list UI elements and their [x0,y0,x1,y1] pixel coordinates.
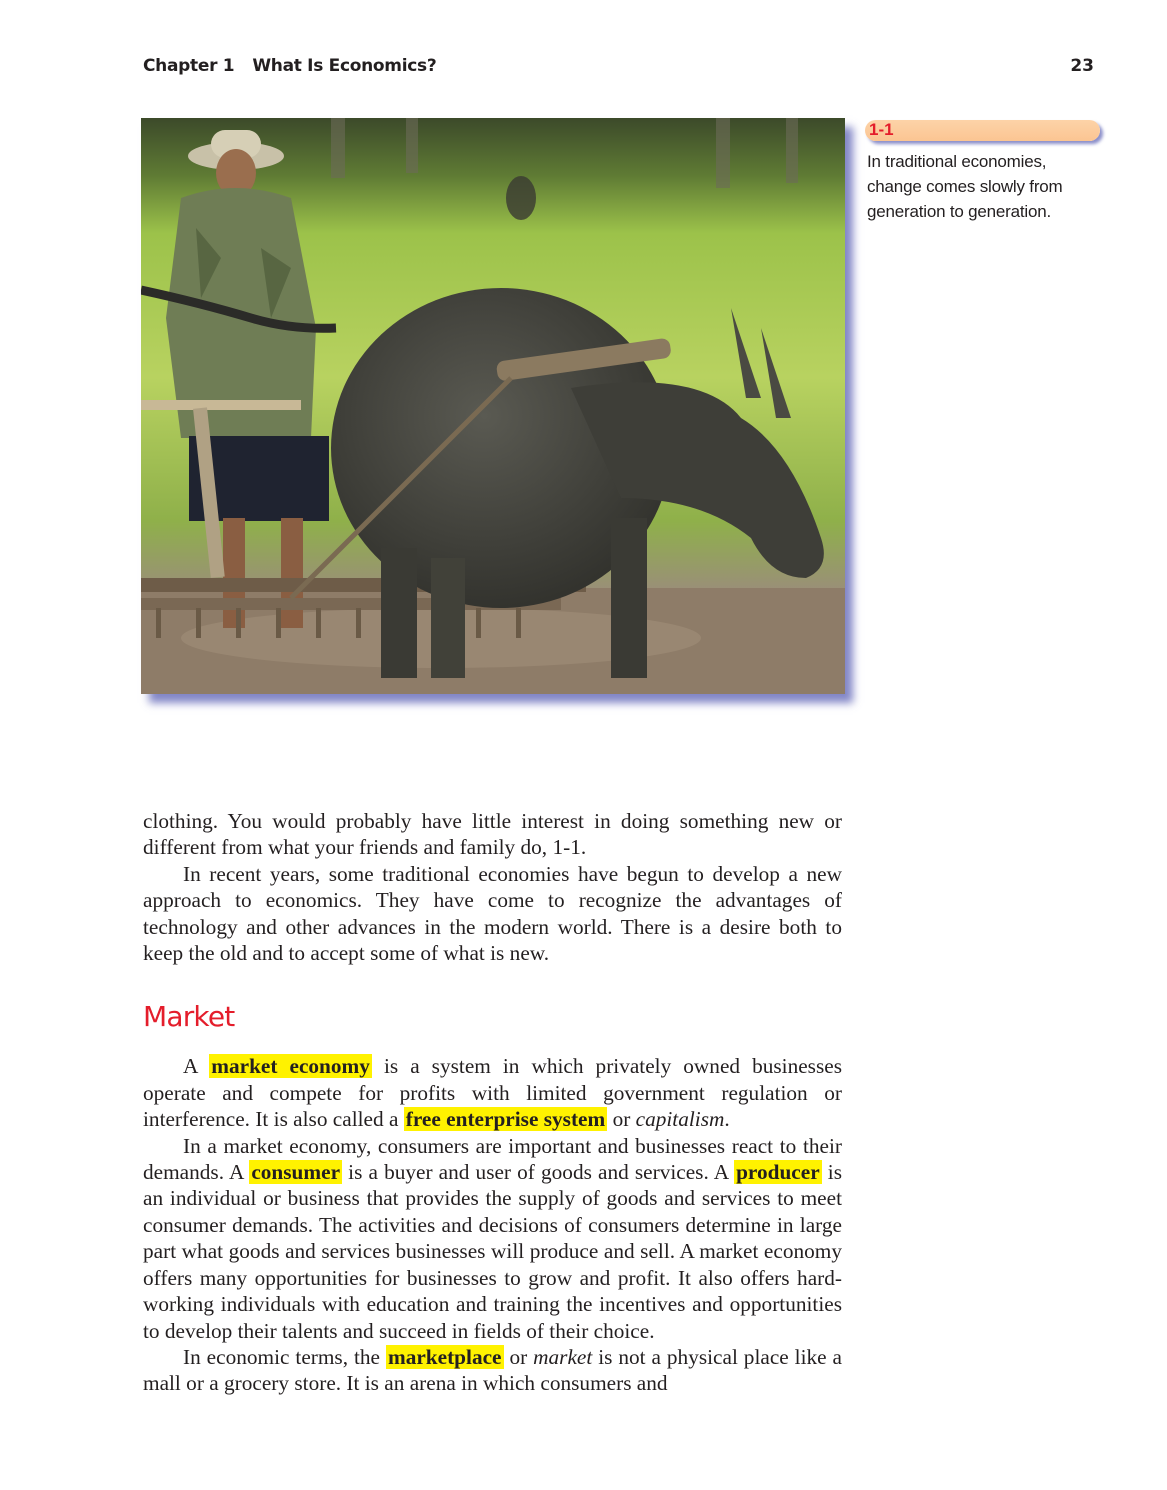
figure-caption [865,120,1100,224]
key-term-free-enterprise-system: free enterprise system [405,1107,606,1132]
paragraph [143,1133,842,1344]
caption-number: 1-1 [869,120,894,139]
paragraph: In recent years, some traditional economies have begun to develop a new approach to economics. They have come to recognize the advantages of technology and other advances in the modern world. There is a desire both to keep the old and to accept some of what is new. [143,861,842,966]
section-heading: Market [143,1000,235,1034]
chapter-title: What Is Economics? [252,56,437,76]
italic-term-capitalism: capitalism [635,1107,725,1132]
text-run: In a market economy, consumers are important and businesses react to their demands. A [143,1133,842,1185]
paragraph [143,1053,842,1132]
key-term-producer: producer [736,1160,820,1185]
text-run: is an individual or business that provides the supply of goods and services to meet consumer demands. The activities and decisions of consumers determine in large part what goods and services businesses will produce and sell. A market economy offers many opportunities for businesses to grow and profit. It also offers hard-working individuals with education and training the incentives and opportunities to develop their talents and succeed in fields of their choice. [143,1160,842,1343]
running-head [143,56,436,76]
key-term-consumer: consumer [251,1160,341,1185]
paragraph: clothing. You would probably have little interest in doing something new or different from what your friends and family do, 1-1. [143,809,842,860]
figure-photo [141,118,845,694]
page-number: 23 [1070,56,1094,76]
text-run: or [503,1344,534,1369]
body-text [143,808,842,1397]
text-run: . [724,1107,730,1132]
text-run: or [607,1107,636,1132]
text-run: is a system in which privately owned businesses operate and compete for profits with limited government regulation or interference. It is also called a [143,1054,842,1132]
paragraph [143,1344,842,1397]
text-run: In economic terms, the [183,1344,386,1369]
text-run: is a buyer and user of goods and services. A [342,1160,735,1185]
key-term-market-economy: market economy [211,1054,370,1079]
text-run: A [183,1054,210,1079]
farmer-water-buffalo-photo [141,118,845,694]
italic-term-market: market [533,1344,593,1369]
key-term-marketplace: marketplace [387,1344,502,1369]
caption-number-tab [865,120,1100,141]
text-run: is not a physical place like a mall or a grocery store. It is an arena in which consumers and [143,1344,842,1396]
caption-text: In traditional economies, change comes slowly from generation to generation. [867,152,1063,221]
chapter-label: Chapter 1 [143,56,235,76]
